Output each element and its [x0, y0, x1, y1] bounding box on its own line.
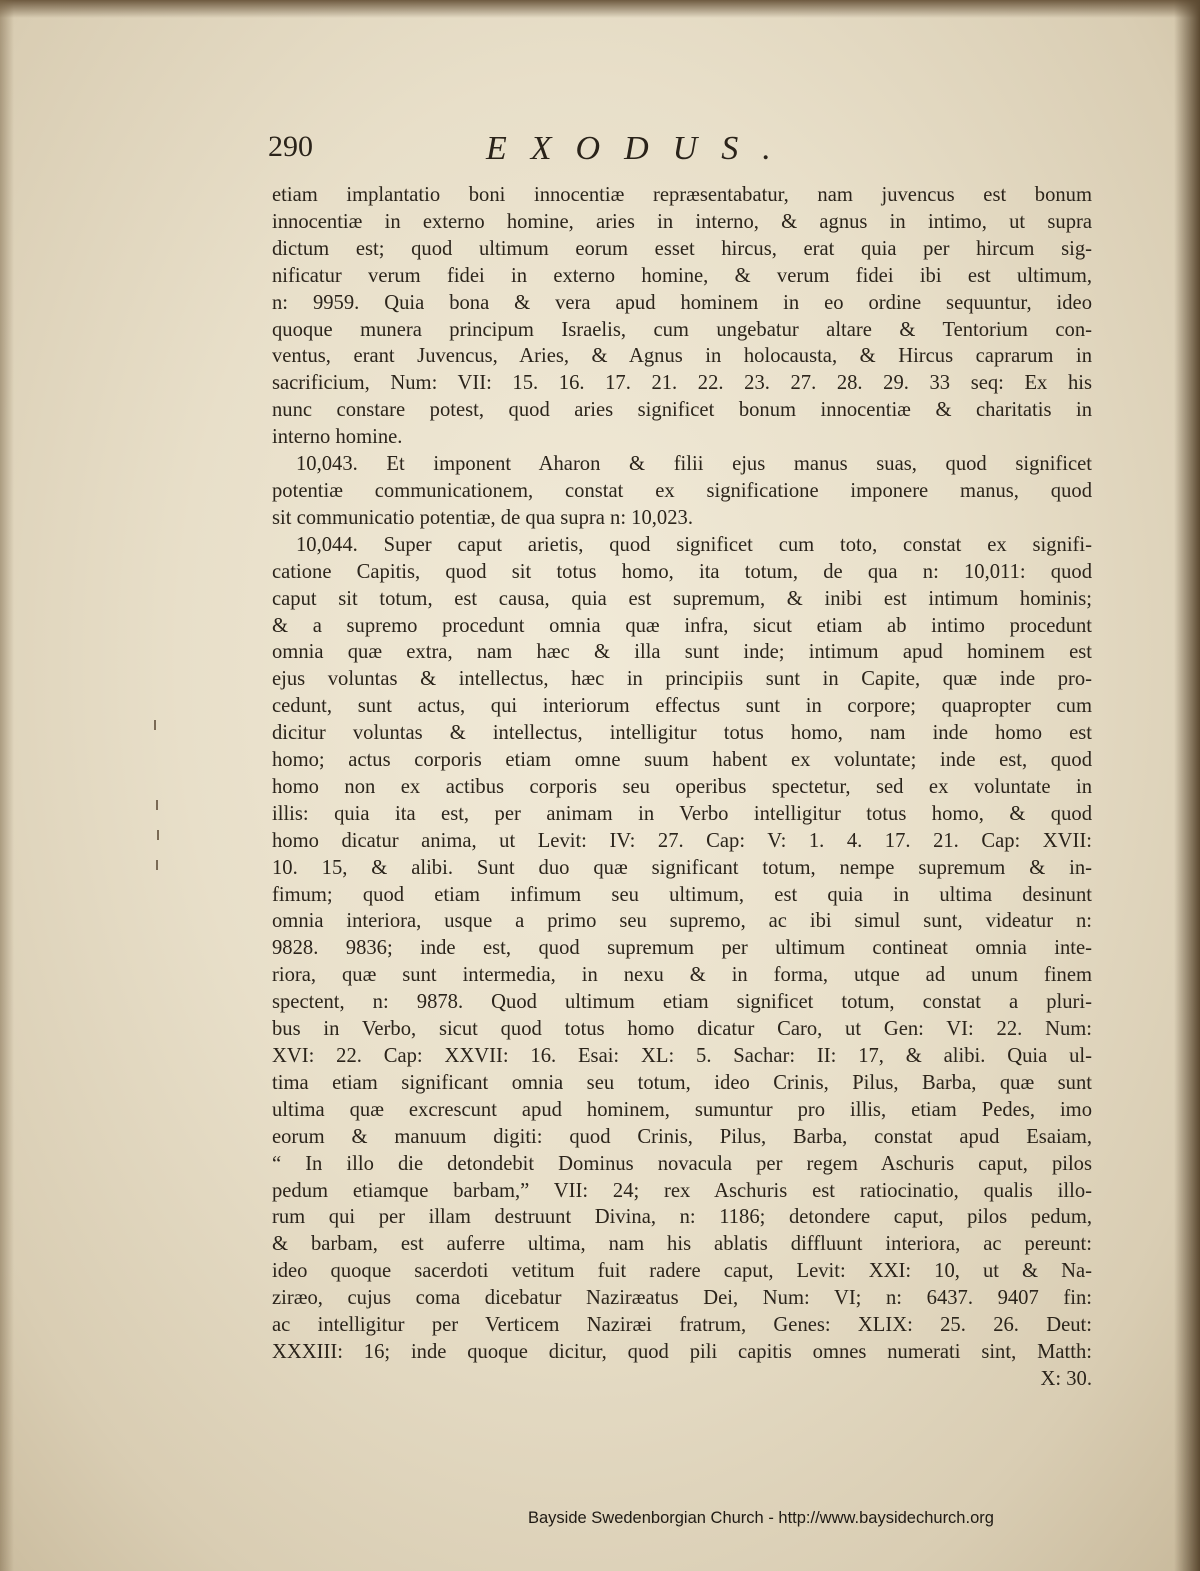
text-line: “ In illo die detondebit Dominus novacula per regem Aschuris caput, pilos — [272, 1152, 1092, 1175]
text-line: interno homine. — [272, 426, 403, 449]
text-line: ejus voluntas & intellectus, hæc in principiis sunt in Capite, quæ inde pro- — [272, 668, 1092, 691]
text-line: innocentiæ in externo homine, aries in interno, & agnus in intimo, ut supra — [272, 210, 1092, 233]
text-line: homo; actus corporis etiam omne suum habent ex voluntate; inde est, quod — [272, 749, 1092, 772]
scan-artifacts — [150, 720, 170, 900]
text-line: quoque munera principum Israelis, cum ungebatur altare & Tentorium con- — [272, 318, 1092, 341]
text-line: nunc constare potest, quod aries significet bonum innocentiæ & charitatis in — [272, 399, 1092, 422]
text-line: 10. 15, & alibi. Sunt duo quæ significant totum, nempe supremum & in- — [272, 856, 1092, 879]
page-number: 290 — [268, 130, 313, 163]
page-edge-shadow-right — [1174, 0, 1200, 1571]
text-line: spectent, n: 9878. Quod ultimum etiam significet totum, constat a pluri- — [272, 991, 1092, 1014]
running-title: EXODUS. — [486, 130, 795, 167]
text-line: rum qui per illam destruunt Divina, n: 1186; detondere caput, pilos pedum, — [272, 1206, 1092, 1229]
text-line: fimum; quod etiam infimum seu ultimum, est quia in ultima desinunt — [272, 883, 1092, 906]
text-line: bus in Verbo, sicut quod totus homo dicatur Caro, ut Gen: VI: 22. Num: — [272, 1018, 1092, 1041]
text-line: ideo quoque sacerdoti vetitum fuit radere caput, Levit: XXI: 10, ut & Na- — [272, 1260, 1092, 1283]
text-line: tima etiam significant omnia seu totum, ideo Crinis, Pilus, Barba, quæ sunt — [272, 1071, 1092, 1094]
body-text — [272, 182, 1092, 1393]
text-line: X: 30. — [1040, 1367, 1092, 1390]
text-line: n: 9959. Quia bona & vera apud hominem in eo ordine sequuntur, ideo — [272, 291, 1092, 314]
page-header — [268, 130, 1098, 174]
page-edge-shadow-top — [0, 0, 1200, 18]
text-line: homo dicatur anima, ut Levit: IV: 27. Cap: V: 1. 4. 17. 21. Cap: XVII: — [272, 829, 1092, 852]
text-line: 9828. 9836; inde est, quod supremum per ultimum contineat omnia inte- — [272, 937, 1092, 960]
text-line: potentiæ communicationem, constat ex significatione imponere manus, quod — [272, 479, 1092, 502]
text-line: omnia interiora, usque a primo seu supremo, ac ibi simul sunt, videatur n: — [272, 910, 1092, 933]
text-line: dictum est; quod ultimum eorum esset hircus, erat quia per hircum sig- — [272, 237, 1092, 260]
text-line: etiam implantatio boni innocentiæ repræsentabatur, nam juvencus est bonum — [272, 184, 1092, 206]
text-line: cedunt, sunt actus, qui interiorum effectus sunt in corpore; quapropter cum — [272, 695, 1092, 718]
text-line: ultima quæ excrescunt apud hominem, sumuntur pro illis, etiam Pedes, imo — [272, 1098, 1092, 1121]
text-line: sit communicatio potentiæ, de qua supra n: 10,023. — [272, 506, 693, 529]
text-line: illis: quia ita est, per animam in Verbo intelligitur totus homo, & quod — [272, 802, 1092, 825]
text-line: riora, quæ sunt intermedia, in nexu & in forma, utque ad unum finem — [272, 964, 1092, 987]
text-line: ventus, erant Juvencus, Aries, & Agnus in holocausta, & Hircus caprarum in — [272, 345, 1092, 368]
text-line: 10,043. Et imponent Aharon & filii ejus manus suas, quod significet — [296, 453, 1092, 476]
text-line: 10,044. Super caput arietis, quod significet cum toto, constat ex signifi- — [296, 533, 1092, 556]
text-line: & a supremo procedunt omnia quæ infra, sicut etiam ab intimo procedunt — [272, 614, 1092, 637]
text-line: eorum & manuum digiti: quod Crinis, Pilus, Barba, constat apud Esaiam, — [272, 1125, 1092, 1148]
text-line: catione Capitis, quod sit totus homo, ita totum, de qua n: 10,011: quod — [272, 560, 1092, 583]
page-edge-shadow-left — [0, 0, 14, 1571]
text-line: ac intelligitur per Verticem Naziræi fratrum, Genes: XLIX: 25. 26. Deut: — [272, 1314, 1092, 1337]
text-line: pedum etiamque barbam,” VII: 24; rex Aschuris est ratiocinatio, qualis illo- — [272, 1179, 1092, 1202]
text-line: ziræo, cujus coma dicebatur Naziræatus Dei, Num: VI; n: 6437. 9407 fin: — [272, 1287, 1092, 1310]
text-line: omnia quæ extra, nam hæc & illa sunt inde; intimum apud hominem est — [272, 641, 1092, 664]
text-line: & barbam, est auferre ultima, nam his ablatis diffluunt interiora, ac pereunt: — [272, 1233, 1092, 1256]
text-line: sacrificium, Num: VII: 15. 16. 17. 21. 22. 23. 27. 28. 29. 33 seq: Ex his — [272, 372, 1092, 395]
text-line: homo non ex actibus corporis seu operibus spectetur, sed ex voluntate in — [272, 775, 1092, 798]
text-line: XXXIII: 16; inde quoque dicitur, quod pili capitis omnes numerati sint, Matth: — [272, 1340, 1092, 1363]
text-line: XVI: 22. Cap: XXVII: 16. Esai: XL: 5. Sachar: II: 17, & alibi. Quia ul- — [272, 1045, 1092, 1067]
text-line: nificatur verum fidei in externo homine, & verum fidei ibi est ultimum, — [272, 264, 1092, 287]
footer-credit: Bayside Swedenborgian Church - http://www.baysidechurch.org — [528, 1509, 994, 1527]
text-line: dicitur voluntas & intellectus, intelligitur totus homo, nam inde homo est — [272, 722, 1092, 745]
text-line: caput sit totum, est causa, quia est supremum, & inibi est intimum hominis; — [272, 587, 1092, 610]
